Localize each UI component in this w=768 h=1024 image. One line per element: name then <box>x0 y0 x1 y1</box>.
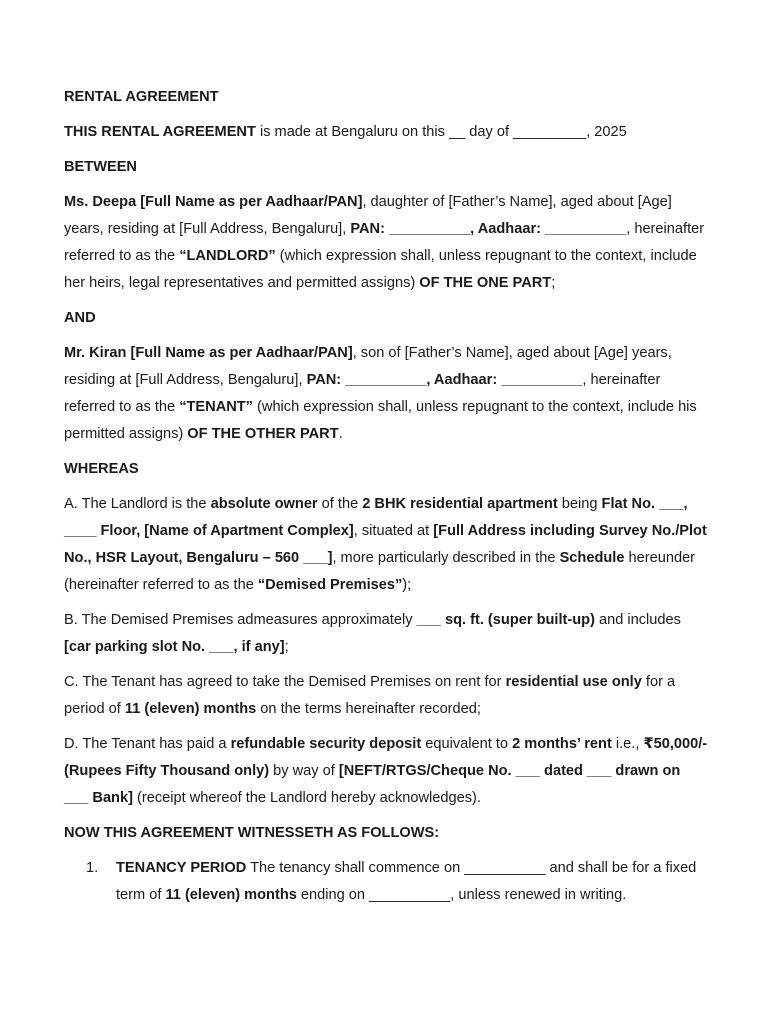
text-run: ending on __________, unless renewed in writing. <box>296 887 627 903</box>
bold-text-run: OF THE ONE PART <box>419 275 552 291</box>
bold-text-run: THIS RENTAL AGREEMENT <box>64 124 256 140</box>
bold-text-run: “Demised Premises” <box>257 577 403 593</box>
text-run: (receipt whereof the Landlord hereby acknowledges). <box>132 790 481 806</box>
text-run: i.e., <box>611 736 644 752</box>
document-title: RENTAL AGREEMENT <box>64 89 219 105</box>
text-run: being <box>557 496 602 512</box>
bold-text-run: Ms. Deepa [Full Name as per Aadhaar/PAN] <box>64 194 363 210</box>
text-run: equivalent to <box>421 736 513 752</box>
text-run: A. The Landlord is the <box>64 496 211 512</box>
recital-d <box>64 731 708 812</box>
list-item-number: 1. <box>86 860 99 876</box>
list-item <box>64 855 708 909</box>
bold-text-run: [car parking slot No. ___, if any] <box>64 639 285 655</box>
tenant-paragraph <box>64 340 708 448</box>
text-run: The tenancy shall commence on __________ and shall be for a fixed term of <box>116 860 697 903</box>
whereas-heading: WHEREAS <box>64 461 139 477</box>
recital-c <box>64 669 708 723</box>
bold-text-run: “LANDLORD” <box>179 248 276 264</box>
text-run: by way of <box>269 763 339 779</box>
bold-text-run: 11 (eleven) months <box>165 887 297 903</box>
bold-text-run: [NEFT/RTGS/Cheque No. ___ dated ___ drawn on ___ Bank] <box>64 763 681 806</box>
recital-b <box>64 607 708 661</box>
bold-text-run: 11 (eleven) months <box>124 701 257 717</box>
bold-text-run: PAN: __________, Aadhaar: __________ <box>306 372 583 388</box>
text-run: , hereinafter referred to as the <box>64 221 705 264</box>
bold-text-run: OF THE OTHER PART <box>187 426 339 442</box>
text-run: hereunder (hereinafter referred to as the <box>64 550 696 593</box>
bold-text-run: 2 months’ rent <box>512 736 612 752</box>
bold-text-run: absolute owner <box>210 496 318 512</box>
text-run: C. The Tenant has agreed to take the Demised Premises on rent for <box>64 674 506 690</box>
bold-text-run: 2 BHK residential apartment <box>362 496 558 512</box>
bold-text-run: PAN: __________, Aadhaar: __________ <box>350 221 627 237</box>
landlord-paragraph <box>64 189 708 297</box>
text-run: and includes <box>594 612 681 628</box>
text-run: is made at Bengaluru on this __ day of _________, 2025 <box>255 124 627 140</box>
text-run: of the <box>317 496 363 512</box>
text-run: B. The Demised Premises admeasures approximately <box>64 612 417 628</box>
bold-text-run: Schedule <box>559 550 625 566</box>
text-run: for a period of <box>64 674 676 717</box>
bold-text-run: Mr. Kiran [Full Name as per Aadhaar/PAN] <box>64 345 353 361</box>
bold-text-run: [Full Address including Survey No./Plot No., HSR Layout, Bengaluru – 560 ___] <box>64 523 707 566</box>
bold-text-run: refundable security deposit <box>230 736 422 752</box>
witnesseth-heading: NOW THIS AGREEMENT WITNESSETH AS FOLLOWS: <box>64 825 440 841</box>
bold-text-run: residential use only <box>505 674 642 690</box>
text-run: ); <box>402 577 412 593</box>
text-run: ; <box>284 639 289 655</box>
recital-a <box>64 491 708 599</box>
text-run: on the terms hereinafter recorded; <box>256 701 481 717</box>
text-run: , more particularly described in the <box>332 550 560 566</box>
text-run: (which expression shall, unless repugnant to the context, include her heirs, legal representatives and permitted assigns) <box>64 248 697 291</box>
text-run: ; <box>551 275 556 291</box>
and-heading: AND <box>64 310 96 326</box>
list-item-text <box>116 855 708 909</box>
text-run: (which expression shall, unless repugnant to the context, include his permitted assigns) <box>64 399 697 442</box>
text-run: , hereinafter referred to as the <box>64 372 661 415</box>
bold-text-run: ₹50,000/- (Rupees Fifty Thousand only) <box>64 736 708 779</box>
intro-paragraph <box>64 119 708 146</box>
text-run: D. The Tenant has paid a <box>64 736 231 752</box>
bold-text-run: Flat No. ___, ____ Floor, [Name of Apartment Complex] <box>64 496 688 539</box>
text-run: . <box>338 426 343 442</box>
between-heading: BETWEEN <box>64 159 137 175</box>
text-run: , daughter of [Father’s Name], aged about [Age] years, residing at [Full Address, Bengaluru], <box>64 194 672 237</box>
bold-text-run: “TENANT” <box>179 399 253 415</box>
text-run: , son of [Father’s Name], aged about [Age] years, residing at [Full Address, Bengaluru], <box>64 345 672 388</box>
bold-text-run: ___ sq. ft. (super built-up) <box>416 612 595 628</box>
bold-text-run: TENANCY PERIOD <box>116 860 247 876</box>
text-run: , situated at <box>353 523 434 539</box>
